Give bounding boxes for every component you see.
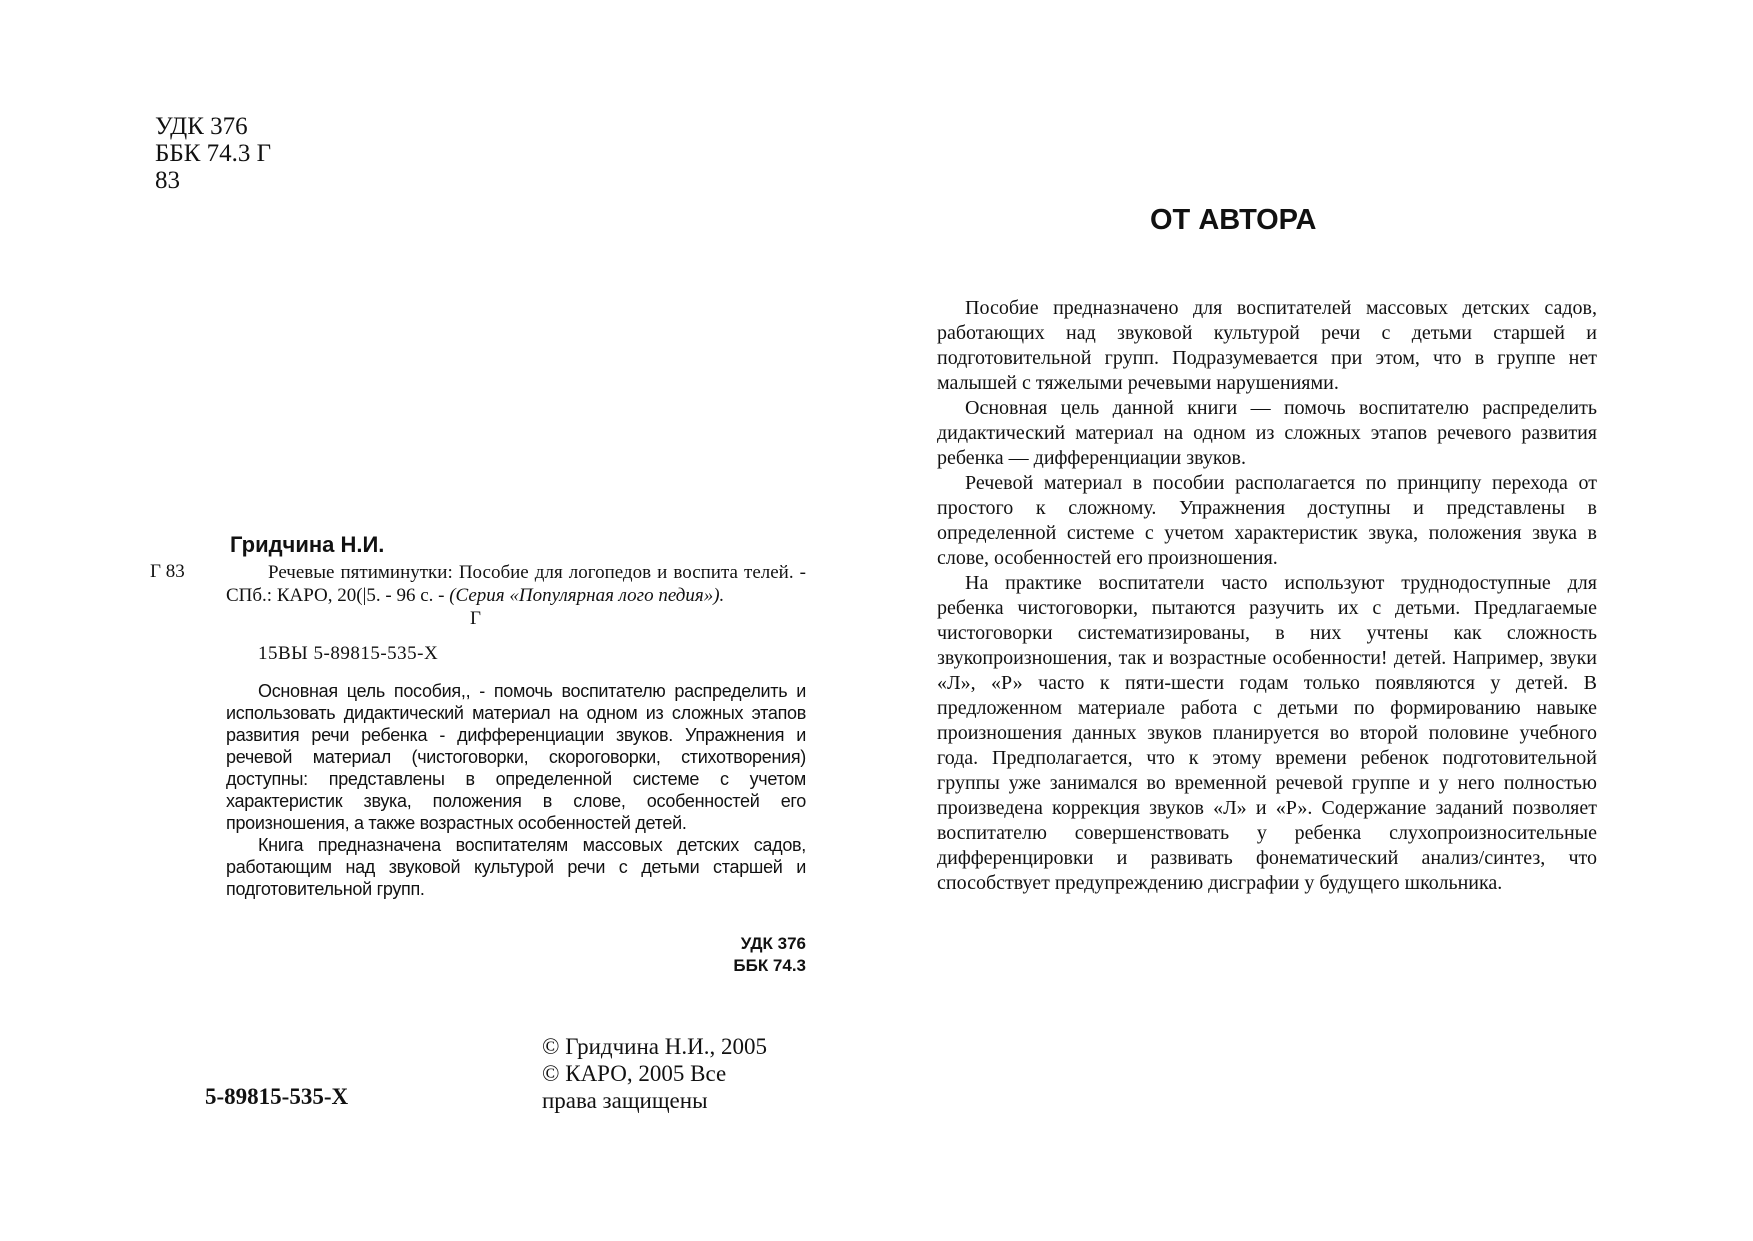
foreword-paragraph: На практике воспитатели часто используют труднодоступные для ребенка чистоговорки, пытаются разучить их с детьми. Предлагаемые чистоговорки систематизированы, в них учтены как сложность звукопроизношения, так и возрастные особенности! детей. Например, звуки «Л», «Р» часто к пяти-шести годам только появляются у детей. В предложенном материале работа с детьми по формированию навыке произношения данных звуков планируется во второй половине учебного года. Предполагается, что к этому времени ребенок подготовительной группы уже занимался во временной речевой группе и у него полностью произведена коррекция звуков «Л» и «Р». Содержание заданий позволяет воспитателю совершенствовать у ребенка слухопроизносительные дифференцировки и развивать фонематический анализ/синтез, что способствует предупреждению дисграфии у будущего школьника. <box>937 572 1597 894</box>
bibliographic-entry <box>226 561 806 607</box>
udk-bbk-right <box>700 933 806 977</box>
author-name: Гридчина Н.И. <box>230 532 385 557</box>
udk-line: УДК 376 <box>155 113 248 140</box>
catalog-code: Г 83 <box>150 561 185 582</box>
annotation-paragraph: Книга предназначена воспитателям массовых детских садов, работающим над звуковой культурой речи с детьми старшей и подготовительной групп. <box>226 835 806 899</box>
bibliographic-letter: Г <box>470 608 481 629</box>
isbn-bold: 5-89815-535-Х <box>205 1084 349 1109</box>
bibliographic-series: (Серия «Популярная лого педия»). <box>449 585 725 606</box>
copyright-notice: © Гридчина Н.И., 2005 © КАРО, 2005 Все права защищены <box>542 1034 767 1113</box>
foreword-paragraph: Пособие предназначено для воспитателей массовых детских садов, работающих над звуковой культурой речи с детьми старшей и подготовительной групп. Подразумевается при этом, что в группе нет малышей с тяжелыми речевыми нарушениями. <box>937 297 1597 394</box>
udk-right-line: УДК 376 <box>740 934 806 953</box>
page-title: ОТ АВТОРА <box>1150 204 1317 236</box>
foreword-paragraph: Речевой материал в пособии располагается по принципу перехода от простого к сложному. Упражнения доступны и представлены в определенной системе с учетом характеристик звука, положения звука в слове, особенностей его произношения. <box>937 472 1597 569</box>
foreword-text <box>937 296 1597 896</box>
annotation-paragraph: Основная цель пособия,, - помочь воспитателю распределить и использовать дидактический материал на одном из сложных этапов развития речи ребенка - дифференциации звуков. Упражнения и речевой материал (чистоговорки, скороговорки, стихотворения) доступны: представлены в определенной системе с учетом характеристик звука, положения в слове, особенностей его произношения, а также возрастных особенностей детей. <box>226 681 806 833</box>
bbk-line: ББК 74.3 Г <box>155 140 272 167</box>
udk-bbk-block <box>155 113 271 194</box>
author-mark-line: 83 <box>155 167 180 194</box>
bbk-right-line: ББК 74.3 <box>733 956 806 975</box>
foreword-paragraph: Основная цель данной книги — помочь воспитателю распределить дидактический материал на одном из сложных этапов речевого развития ребенка — дифференциации звуков. <box>937 397 1597 469</box>
annotation <box>226 680 806 900</box>
isbn-line: 15ВЫ 5-89815-535-Х <box>258 643 439 664</box>
bibliographic-main: Речевые пятиминутки: Пособие для логопедов и воспита телей. - СПб.: КАРО, 20(|5. - 96 с. - <box>226 562 806 606</box>
